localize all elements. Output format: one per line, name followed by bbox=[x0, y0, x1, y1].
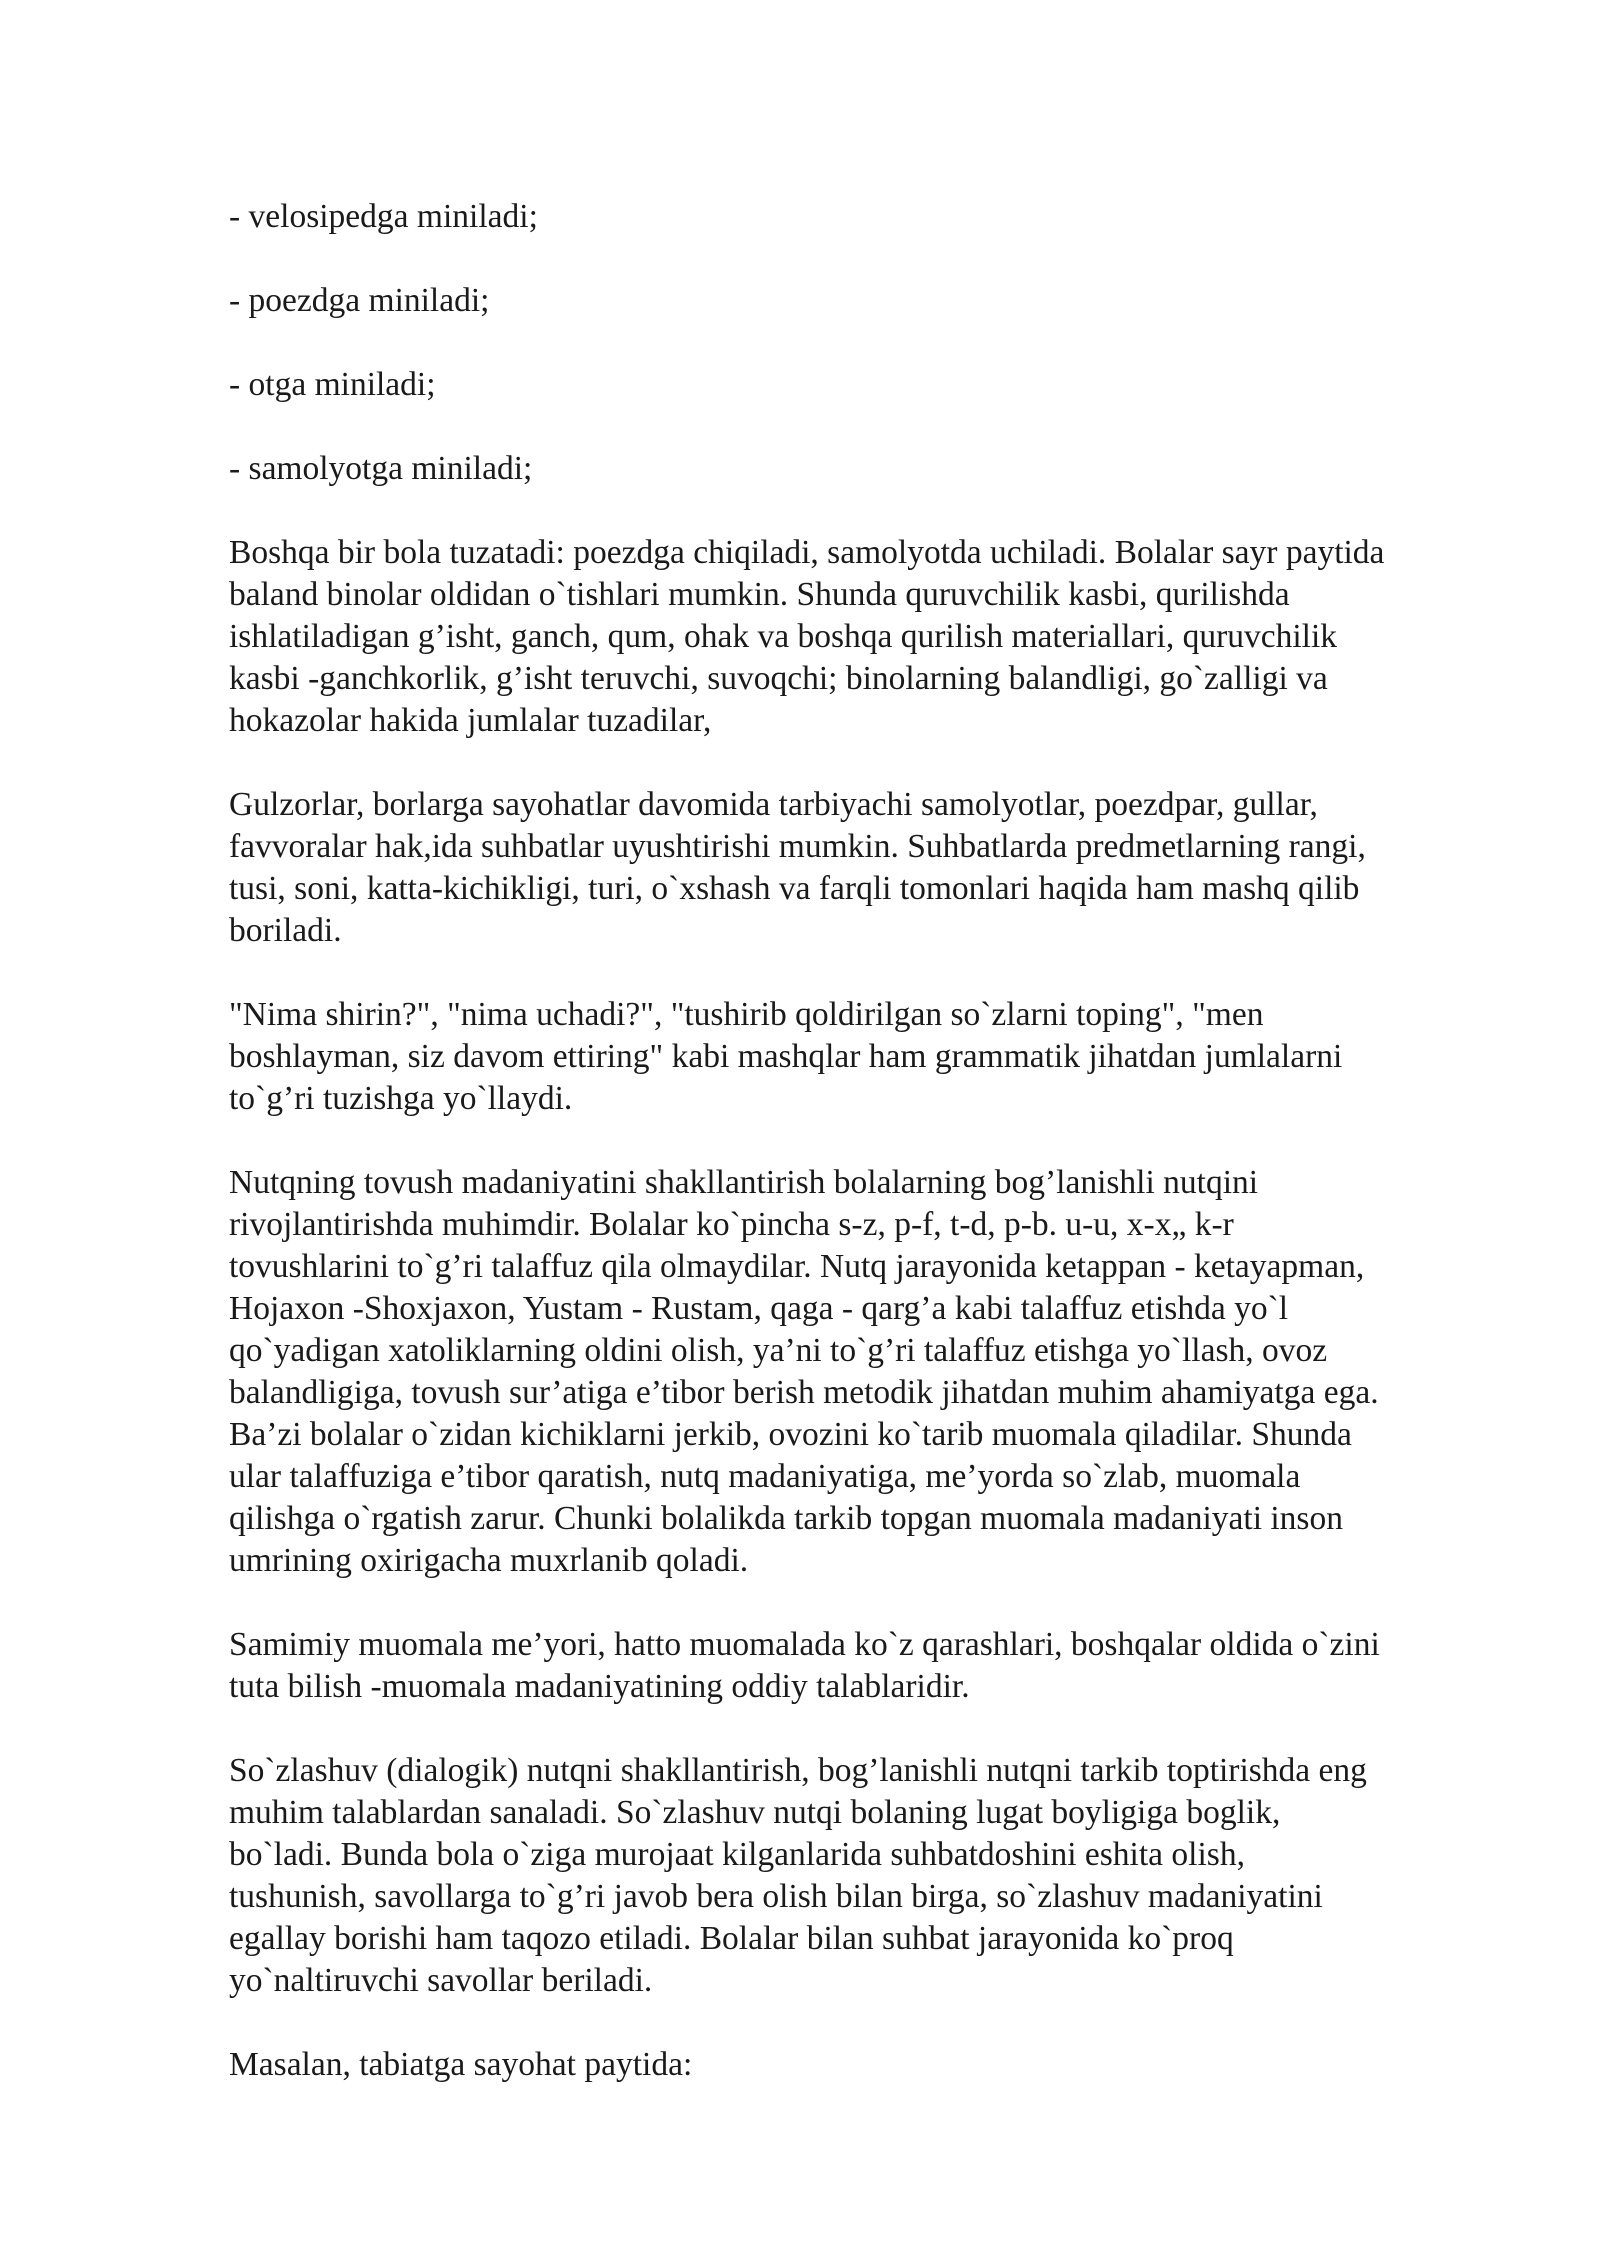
text-line: favvoralar hak,ida suhbatlar uyushtirishi mumkin. Suhbatlarda predmetlarning rangi, bbox=[229, 828, 1366, 865]
list-item: - samolyotga miniladi; bbox=[229, 450, 533, 487]
text-line: egallay borishi ham taqozo etiladi. Bolalar bilan suhbat jarayonida ko`proq bbox=[229, 1920, 1234, 1957]
text-line: "Nima shirin?", "nima uchadi?", "tushirib qoldirilgan so`zlarni toping", "men bbox=[229, 996, 1264, 1033]
paragraph bbox=[229, 1162, 1519, 1582]
text-line: muhim talablardan sanaladi. So`zlashuv nutqi bolaning lugat boyligiga boglik, bbox=[229, 1794, 1281, 1831]
text-line: Samimiy muomala me’yori, hatto muomalada ko`z qarashlari, boshqalar oldida o`zini bbox=[229, 1626, 1380, 1663]
list-item: - velosipedga miniladi; bbox=[229, 198, 538, 235]
text-line: kasbi -ganchkorlik, g’isht teruvchi, suvoqchi; binolarning balandligi, go`zalligi va bbox=[229, 660, 1328, 697]
paragraph bbox=[229, 994, 1519, 1120]
text-line: yo`naltiruvchi savollar beriladi. bbox=[229, 1962, 653, 1999]
text-line: tusi, soni, katta-kichikligi, turi, o`xshash va farqli tomonlari haqida ham mashq qilib bbox=[229, 870, 1360, 907]
text-line: boriladi. bbox=[229, 912, 342, 949]
text-line: Masalan, tabiatga sayohat paytida: bbox=[229, 2046, 693, 2083]
text-line: ular talaffuziga e’tibor qaratish, nutq madaniyatiga, me’yorda so`zlab, muomala bbox=[229, 1458, 1301, 1495]
paragraph bbox=[229, 532, 1519, 742]
text-line: qo`yadigan xatoliklarning oldini olish, ya’ni to`g’ri talaffuz etishga yo`llash, ovoz bbox=[229, 1332, 1328, 1369]
text-line: qilishga o`rgatish zarur. Chunki bolalikda tarkib topgan muomala madaniyati inson bbox=[229, 1500, 1343, 1537]
text-line: tovushlarini to`g’ri talaffuz qila olmaydilar. Nutq jarayonida ketappan - ketayapman, bbox=[229, 1248, 1365, 1285]
text-line: Boshqa bir bola tuzatadi: poezdga chiqiladi, samolyotda uchiladi. Bolalar sayr paytida bbox=[229, 534, 1385, 571]
text-line: bo`ladi. Bunda bola o`ziga murojaat kilganlarida suhbatdoshini eshita olish, bbox=[229, 1836, 1245, 1873]
text-line: umrining oxirigacha muxrlanib qoladi. bbox=[229, 1542, 749, 1579]
text-line: tushunish, savollarga to`g’ri javob bera olish bilan birga, so`zlashuv madaniyatini bbox=[229, 1878, 1323, 1915]
text-line: Nutqning tovush madaniyatini shakllantirish bolalarning bog’lanishli nutqini bbox=[229, 1164, 1259, 1201]
paragraph bbox=[229, 1750, 1519, 2002]
text-line: boshlayman, siz davom ettiring" kabi mashqlar ham grammatik jihatdan jumlalarni bbox=[229, 1038, 1343, 1075]
text-line: So`zlashuv (dialogik) nutqni shakllantirish, bog’lanishli nutqni tarkib toptirishda eng bbox=[229, 1752, 1367, 1789]
list-item: - poezdga miniladi; bbox=[229, 282, 490, 319]
paragraph bbox=[229, 1624, 1519, 1708]
document-body bbox=[229, 196, 1519, 2128]
text-line: hokazolar hakida jumlalar tuzadilar, bbox=[229, 702, 712, 739]
text-line: baland binolar oldidan o`tishlari mumkin. Shunda quruvchilik kasbi, qurilishda bbox=[229, 576, 1290, 613]
text-line: rivojlantirishda muhimdir. Bolalar ko`pincha s-z, p-f, t-d, p-b. u-u, x-x„ k-r bbox=[229, 1206, 1234, 1243]
paragraph bbox=[229, 784, 1519, 952]
text-line: Gulzorlar, borlarga sayohatlar davomida tarbiyachi samolyotlar, poezdpar, gullar, bbox=[229, 786, 1318, 823]
text-line: ishlatiladigan g’isht, ganch, qum, ohak va boshqa qurilish materiallari, quruvchilik bbox=[229, 618, 1338, 655]
text-line: Hojaxon -Shoxjaxon, Yustam - Rustam, qaga - qarg’a kabi talaffuz etishda yo`l bbox=[229, 1290, 1289, 1327]
text-line: Ba’zi bolalar o`zidan kichiklarni jerkib, ovozini ko`tarib muomala qiladilar. Shunda bbox=[229, 1416, 1352, 1453]
paragraph bbox=[229, 2044, 1519, 2086]
text-line: balandligiga, tovush sur’atiga e’tibor berish metodik jihatdan muhim ahamiyatga ega. bbox=[229, 1374, 1379, 1411]
text-line: to`g’ri tuzishga yo`llaydi. bbox=[229, 1080, 573, 1117]
text-line: tuta bilish -muomala madaniyatining oddiy talablaridir. bbox=[229, 1668, 970, 1705]
list-item: - otga miniladi; bbox=[229, 366, 436, 403]
